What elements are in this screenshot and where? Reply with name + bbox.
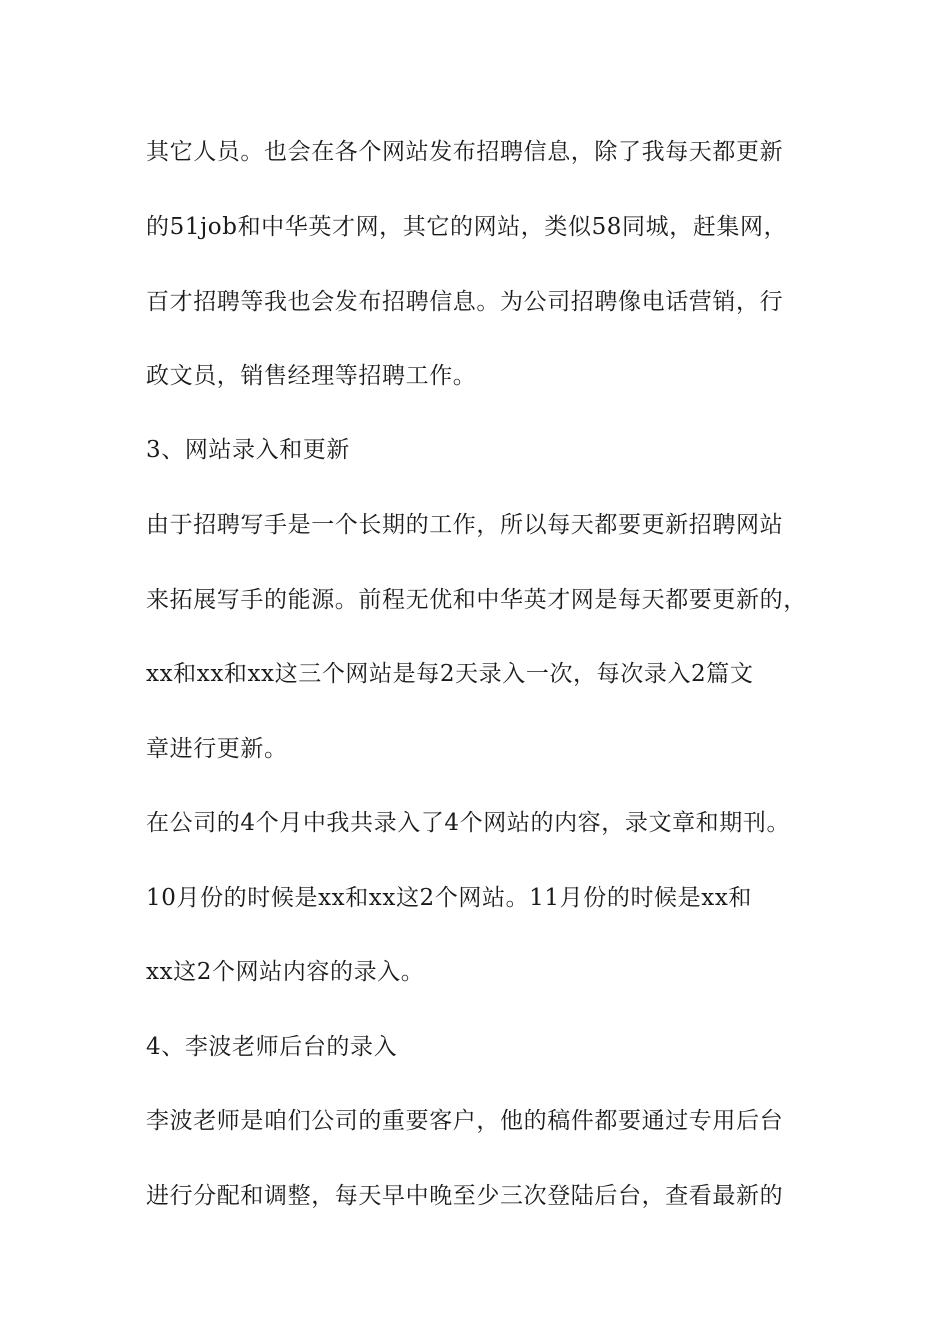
paragraph-line: 的51job和中华英才网，其它的网站，类似58同城，赶集网， — [146, 214, 788, 240]
paragraph-line: xx这2个网站内容的录入。 — [146, 959, 425, 985]
paragraph-line: 进行分配和调整，每天早中晚至少三次登陆后台，查看最新的 — [146, 1183, 784, 1209]
section-heading: 3、网站录入和更新 — [146, 437, 351, 463]
paragraph-line: xx和xx和xx这三个网站是每2天录入一次，每次录入2篇文 — [146, 661, 754, 687]
paragraph-line: 由于招聘写手是一个长期的工作，所以每天都要更新招聘网站 — [146, 512, 784, 538]
paragraph-line: 百才招聘等我也会发布招聘信息。为公司招聘像电话营销，行 — [146, 289, 784, 315]
paragraph-line: 其它人员。也会在各个网站发布招聘信息，除了我每天都更新 — [146, 139, 784, 165]
section-heading: 4、李波老师后台的录入 — [146, 1034, 398, 1060]
paragraph-line: 来拓展写手的能源。前程无优和中华英才网是每天都要更新的， — [146, 587, 807, 613]
paragraph-line: 在公司的4个月中我共录入了4个网站的内容，录文章和期刊。 — [146, 810, 791, 836]
paragraph-line: 李波老师是咱们公司的重要客户，他的稿件都要通过专用后台 — [146, 1108, 784, 1134]
paragraph-line: 政文员，销售经理等招聘工作。 — [146, 363, 477, 389]
paragraph-line: 章进行更新。 — [146, 736, 288, 762]
paragraph-line: 10月份的时候是xx和xx这2个网站。11月份的时候是xx和 — [146, 885, 752, 911]
